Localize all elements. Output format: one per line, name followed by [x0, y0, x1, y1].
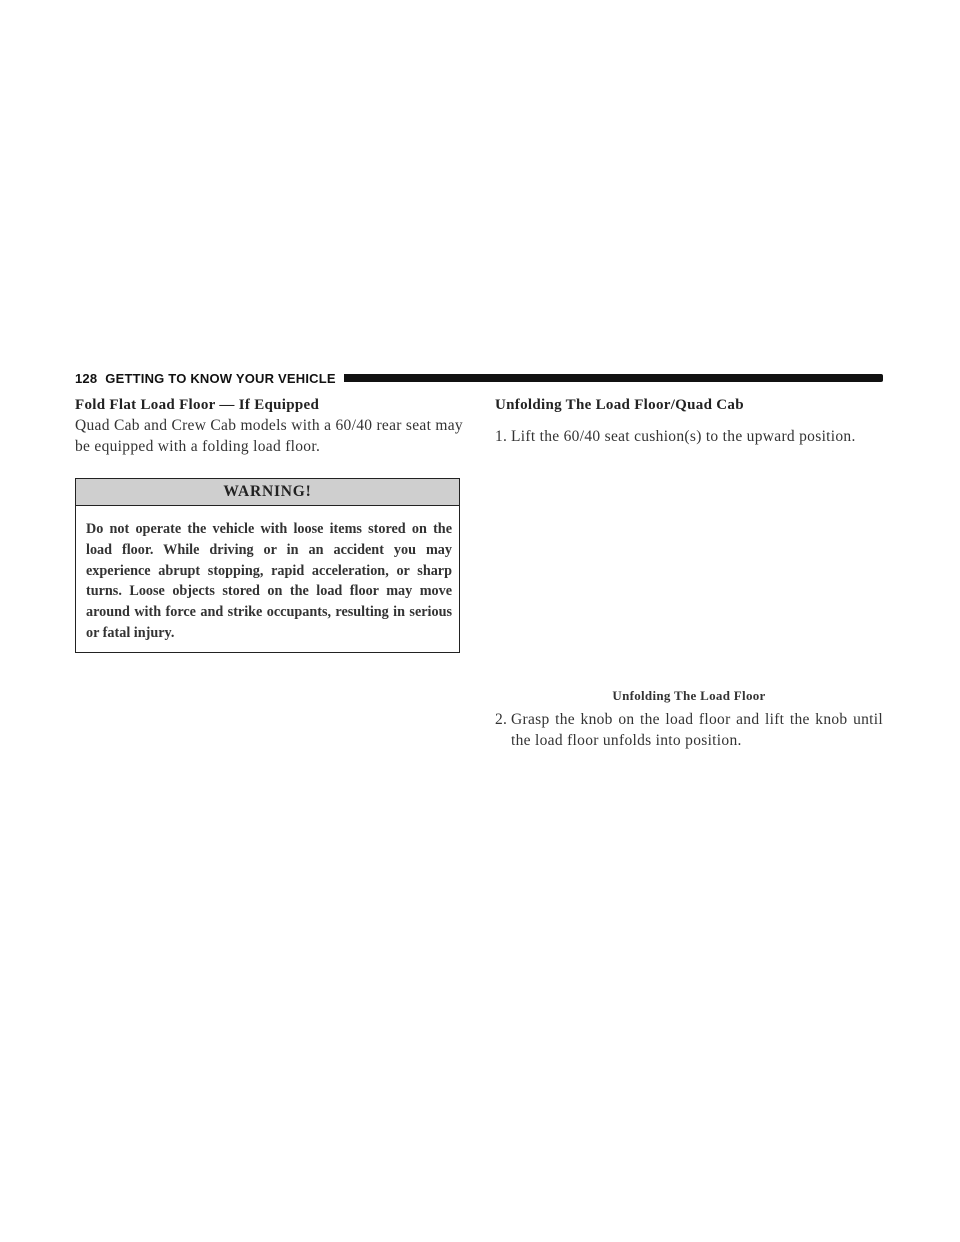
header-rule [344, 374, 883, 382]
left-heading: Fold Flat Load Floor — If Equipped [75, 397, 320, 413]
page-number: 128 [75, 370, 98, 386]
step-item [495, 426, 883, 447]
step-number: 1. [495, 428, 508, 445]
step-number: 2. [495, 711, 508, 728]
figure-area [495, 447, 883, 687]
step-item [495, 709, 883, 751]
step-text: Lift the 60/40 seat cushion(s) to the upward position. [511, 428, 856, 445]
figure-caption: Unfolding The Load Floor [612, 688, 766, 703]
step-text: Grasp the knob on the load floor and lift the knob until the load floor unfolds into position. [511, 711, 883, 749]
section-title: GETTING TO KNOW YOUR VEHICLE [105, 370, 336, 386]
right-heading: Unfolding The Load Floor/Quad Cab [495, 397, 744, 413]
left-column [75, 395, 463, 653]
right-column [495, 395, 883, 751]
warning-box [75, 478, 460, 653]
intro-paragraph: Quad Cab and Crew Cab models with a 60/40 rear seat may be equipped with a folding load floor. [75, 417, 463, 455]
warning-text: Do not operate the vehicle with loose items stored on the load floor. While driving or in an accident you may experience abrupt stopping, rapid acceleration, or sharp turns. Loose objects stored on the load floor may move around with force and strike occupants, resulting in serious or fatal injury. [86, 521, 452, 641]
page-header [75, 370, 883, 386]
warning-title: WARNING! [76, 479, 459, 506]
